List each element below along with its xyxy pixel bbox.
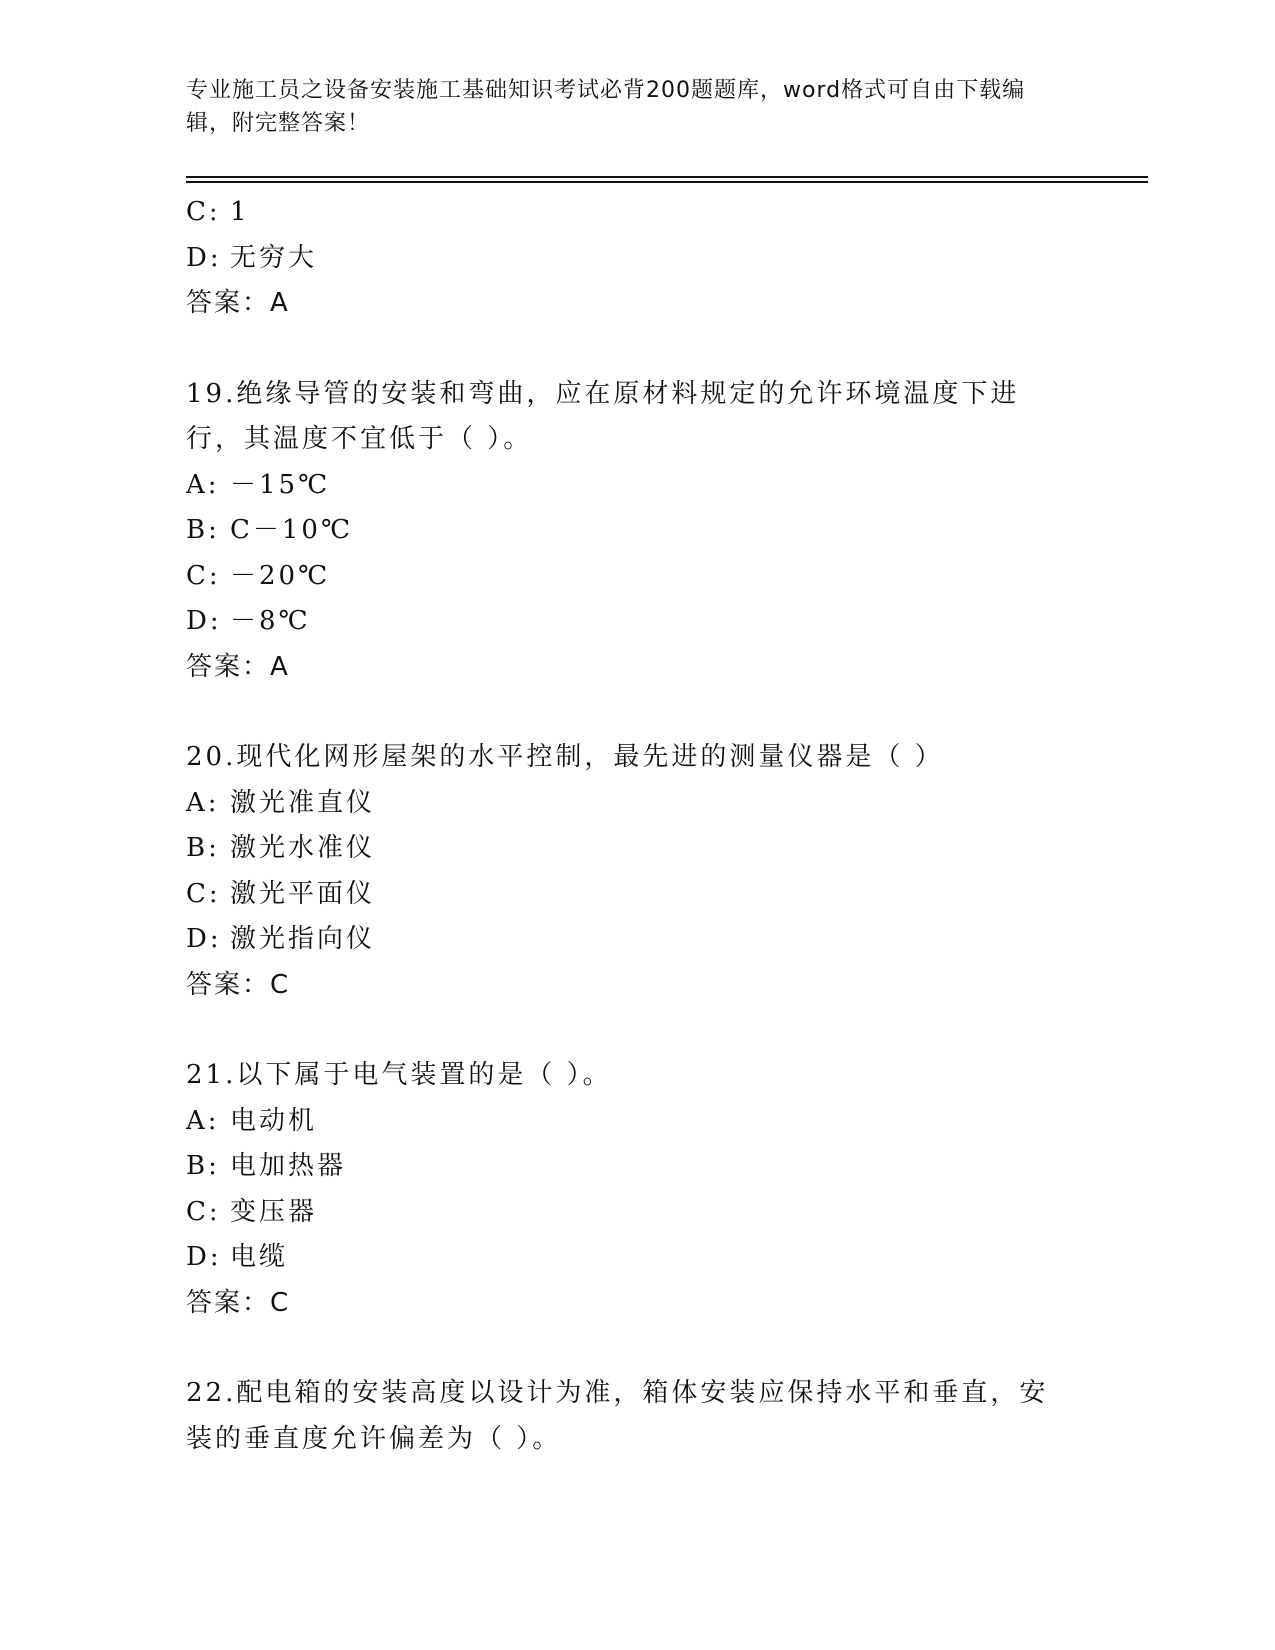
option-c (186, 872, 1106, 918)
option-c (186, 554, 1106, 600)
header-rule-bottom (186, 181, 1148, 183)
option-key: D: (186, 924, 222, 954)
question-stem: 22.配电箱的安装高度以设计为准，箱体安装应保持水平和垂直，安装的垂直度允许偏差为（ ）。 (186, 1378, 1049, 1454)
option-key: B: (186, 1151, 220, 1181)
option-c (186, 190, 1106, 236)
option-text: 激光水准仪 (230, 833, 376, 863)
option-b (186, 826, 1106, 872)
previous-question-tail (186, 190, 1106, 327)
question-stem: 19.绝缘导管的安装和弯曲，应在原材料规定的允许环境温度下进行，其温度不宜低于（ ）。 (186, 378, 1020, 454)
option-key: D: (186, 242, 222, 273)
option-text: －20℃ (230, 560, 331, 591)
question-stem: 21.以下属于电气装置的是（ ）。 (186, 1060, 612, 1090)
option-d (186, 599, 1106, 645)
option-key: D: (186, 606, 222, 636)
option-text: 激光平面仪 (230, 878, 376, 909)
question-stem: 20.现代化网形屋架的水平控制，最先进的测量仪器是（ ） (186, 742, 944, 772)
option-c (186, 1190, 1106, 1236)
option-key: C: (186, 1196, 221, 1227)
document-header: 专业施工员之设备安装施工基础知识考试必背200题题库，word格式可自由下载编辑，附完整答案！ (186, 78, 1026, 136)
option-text: －8℃ (230, 606, 311, 636)
option-d (186, 1235, 1106, 1281)
option-key: C: (186, 878, 221, 909)
option-key: A: (186, 1105, 220, 1136)
option-key: B: (186, 833, 220, 863)
option-text: －15℃ (230, 469, 331, 500)
option-b (186, 508, 1106, 554)
question-21 (186, 1053, 1106, 1326)
option-d (186, 236, 1106, 282)
option-key: B: (186, 515, 220, 545)
answer-line: 答案：A (186, 651, 290, 682)
option-text: 无穷大 (230, 242, 318, 273)
option-text: 变压器 (230, 1196, 318, 1227)
option-key: D: (186, 1242, 222, 1272)
option-key: C: (186, 560, 221, 591)
option-key: C: (186, 197, 221, 227)
option-text: 电动机 (230, 1105, 318, 1136)
header-rule-top (186, 176, 1148, 178)
option-a (186, 1099, 1106, 1145)
option-text: 激光指向仪 (230, 924, 376, 954)
option-text: 激光准直仪 (230, 787, 376, 818)
option-a (186, 781, 1106, 827)
answer-line: 答案：A (186, 288, 290, 318)
question-20 (186, 735, 1106, 1008)
option-key: A: (186, 787, 220, 818)
option-a (186, 463, 1106, 509)
option-d (186, 917, 1106, 963)
answer-line: 答案：C (186, 1287, 291, 1318)
option-text: 电加热器 (230, 1151, 347, 1181)
option-text: C－10℃ (230, 515, 354, 545)
question-22 (186, 1371, 1106, 1462)
question-content (186, 190, 1106, 1462)
option-key: A: (186, 469, 220, 500)
question-19 (186, 372, 1106, 691)
option-text: 电缆 (230, 1242, 289, 1272)
option-text: 1 (230, 197, 250, 227)
option-b (186, 1144, 1106, 1190)
answer-line: 答案：C (186, 969, 291, 1000)
